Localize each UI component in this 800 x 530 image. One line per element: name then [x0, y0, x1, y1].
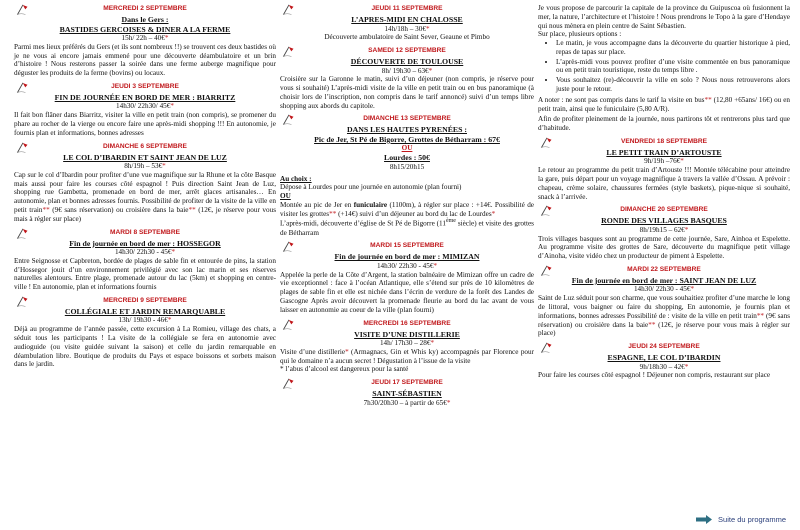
event-description: Le retour au programme du petit train d’Artouste !!! Montée télécabine pour atteindre la gare, puis départ pour un voyage magnifique à travers la vallée d’Ossau. A prévoir : chapeau, crème solaire, chaussures fermées (style baskets), pique-nique si souhaité, snack à l’arrivée. — [538, 166, 790, 201]
event-card — [538, 342, 790, 380]
event-description: Parmi mes lieux préférés du Gers (et ils sont nombreux !!) se trouvent ces deux bastides où je ne vous ai encore jamais emmené pour une découverte déambulatoire et un brin d’histoire ! Nous resterons passer la soirée dans une ferme auberge magnifique pour déguster les produits de la ferme (bovins) ou locaux. — [14, 42, 276, 78]
event-card — [280, 46, 534, 110]
event-description: Saint de Luz séduit pour son charme, que vous souhaitiez profiter d’une marche le long de littoral, vous baigner ou faire du shopping, En autonomie, je fournis plan et informations, bonnes adresses Possibilité de : visite de la ville en petit train** (9€ sans réservation) ou croisière dans la baie** (12€, je réserve pour vous mais à régler sur place) — [538, 294, 790, 338]
event-time-price: 8h/19h15 – 62€* — [639, 225, 689, 234]
event-title: Fin de journée en bord de mer : HOSSEGOR — [69, 238, 221, 248]
event-title: DANS LES HAUTES PYRENÉES : — [346, 125, 467, 135]
next-page-label: Suite du programme — [718, 514, 786, 524]
event-alt-option: Lourdes : 50€ — [384, 153, 430, 163]
event-card — [538, 205, 790, 261]
event-description: Déjà au programme de l’année passée, cette excursion à La Romieu, village des chats, a séduit tous les participants ! La visite de la collégiale se fera en autonomie avec audioguide (ou visite guidée suivant la saison) et celle du jardin remarquable en déambulation libre. Boutique de produits du Pays et espace boissons et sorbets maison dans le jardin. — [14, 325, 276, 369]
column-2 — [280, 4, 534, 411]
event-description: Appelée la perle de la Côte d’Argent, la station balnéaire de Mimizan offre un cadre de vie exceptionnel : face à l’océan Atlantique, elle s’étend sur près de 10 kilomètres de plages de sable fin et elle est nichée dans l’écrin de verdure de la forêt des Landes de Gascogne Après avoir découvert la promenade fleurie au bord du lac avant de vous laisser en autonomie au coeur de la ville (plan fourni) — [280, 270, 534, 314]
event-card — [14, 142, 276, 224]
event-time-price: 14h/18h – 30€* — [384, 24, 430, 33]
event-title: RONDE DES VILLAGES BASQUES — [601, 216, 727, 226]
event-card — [538, 137, 790, 201]
event-date: MARDI 15 SEPTEMBRE — [370, 242, 444, 250]
event-time-price: 14h30/ 22h30 - 45€* — [633, 285, 695, 294]
event-time-price: 13h/ 19h30 - 46€* — [118, 316, 172, 325]
event-description: Visite d’une distillerie* (Armagnacs, Gin et Whis ky) accompagnés par Florence pour qui le domaine n’a aucun secret ! Dégustation à l’issue de la visite — [280, 347, 534, 365]
event-title: FIN DE JOURNÉE EN BORD DE MER : BIARRITZ — [54, 92, 236, 102]
event-date: JEUDI 11 SEPTEMBRE — [371, 5, 443, 12]
event-date: DIMANCHE 20 SEPTEMBRE — [620, 206, 708, 214]
event-time-price: 14h/ 17h30 – 28€* — [379, 339, 435, 348]
event-continuation — [538, 4, 790, 133]
event-card — [14, 4, 276, 78]
options-heading: Sur place, plusieurs options : — [538, 30, 622, 39]
event-description: Découverte ambulatoire de Saint Sever, Geaune et Pimbo — [324, 33, 490, 42]
alcohol-note: * l’abus d’alcool est dangereux pour la santé — [280, 365, 409, 374]
event-title: VISITE D’UNE DISTILLERIE — [354, 329, 460, 339]
event-description: Pour faire les courses côté espagnol ! Déjeuner non compris, restaurant sur place — [538, 371, 771, 380]
event-date: SAMEDI 12 SEPTEMBRE — [368, 47, 446, 55]
column-3 — [538, 4, 790, 384]
event-description: Cap sur le col d’Ibardin pour profiter d’une vue magnifique sur la Rhune et la côte Basque mais aussi pour faire les courses côté espagnol ! Puis direction Saint Jean de Luz, shopping rue Gambetta, promenade en bord de mer, arrêt glaces artisanales… En autonomie, plan et bonnes adresses fournis. Possibilité de profiter de la visite de la ville en petit train** (9€ sans réservation) ou croisière dans la baie** (12€, je réserve pour vous mais à régler sur place) — [14, 170, 276, 223]
event-card — [280, 241, 534, 314]
event-description: Trois villages basques sont au programme de cette journée, Sare, Ainhoa et Espelette. Au programme visite des grottes de Sare, découverte du magnifique petit village d’Ainoha, visite vidéo chez un producteur de piment à Espelette. — [538, 234, 790, 261]
event-date: DIMANCHE 6 SEPTEMBRE — [103, 142, 187, 150]
list-item: • L’après-midi vous pouvez profiter d’une visite commentée en bus panoramique ou en petit train touristique, reste du temps libre . — [556, 58, 790, 76]
event-date: JEUDI 24 SEPTEMBRE — [628, 343, 700, 351]
event-title: COLLÉGIALE ET JARDIN REMARQUABLE — [64, 306, 226, 316]
event-date: VENDREDI 18 SEPTEMBRE — [620, 137, 708, 145]
event-title: BASTIDES GERCOISES & DINER A LA FERME — [59, 24, 231, 34]
list-item: • Le matin, je vous accompagne dans la découverte du quartier historique à pied, repas de tapas sur place. — [556, 39, 790, 57]
event-time-price: 15h/ 22h – 40€* — [121, 34, 169, 42]
list-item: • Vous souhaitez (re)-découvrir la ville en solo ? Nous nous retrouverons alors juste pour le retour. — [556, 76, 790, 94]
event-time-price: 9h/18h30 – 42€* — [639, 362, 689, 371]
event-date: DIMANCHE 13 SEPTEMBRE — [363, 115, 451, 123]
event-title: L’APRES-MIDI EN CHALOSSE — [351, 15, 463, 24]
event-date: MERCREDI 2 SEPTEMBRE — [103, 5, 187, 12]
event-card — [280, 114, 534, 237]
event-title: LE PETIT TRAIN D’ARTOUSTE — [606, 147, 722, 157]
next-page-link[interactable] — [696, 515, 786, 524]
event-date: MARDI 22 SEPTEMBRE — [627, 265, 701, 273]
event-subtitle: Pic de Jer, St Pé de Bigorre, Grottes de Bétharram : 67€ — [314, 134, 500, 144]
event-time-price: 8h/ 19h30 – 63€* — [381, 66, 433, 75]
event-time-price: 14h30/ 22h30 - 45€* — [114, 248, 176, 256]
event-description: Entre Seignosse et Capbreton, bordée de plages de sable fin et entourée de pins, la station d’Hossegor jouit d’un environnement privilégié avec son lac marin et ses réserves naturelles alentours. Entre plage, promenade autour du lac (5km) et shopping en centre-ville ! En autonomie, plan et informations fournis — [14, 256, 276, 292]
event-card — [14, 82, 276, 138]
event-time-price: 7h30/20h30 – à partir de 65€* — [363, 398, 451, 407]
column-1 — [14, 4, 276, 373]
event-subtitle: Dans le Gers : — [121, 15, 169, 24]
event-title: ESPAGNE, LE COL D’IBARDIN — [607, 353, 721, 363]
event-time-price: 14h30/ 22h30/ 45€* — [116, 102, 174, 111]
event-date: JEUDI 17 SEPTEMBRE — [371, 379, 443, 387]
options-list — [556, 39, 790, 94]
event-date: MARDI 8 SEPTEMBRE — [110, 228, 180, 236]
event-time-price: 9h/19h –76€* — [644, 157, 684, 166]
event-card — [280, 4, 534, 42]
price-note: A noter : ne sont pas compris dans le tarif la visite en bus** (12,80 +65ans/ 16€) ou en petit train, ainsi que le funiculaire (5,80 A/R). — [538, 95, 791, 113]
event-description: Il fait bon flâner dans Biarritz, visiter la ville en petit train (non compris), se promener du phare au rocher de la vierge ou encore faire une après-midi shopping !!! En autonomie, je fournis plan et informations, bonnes adresses — [14, 111, 276, 137]
event-title: Fin de journée en bord de mer : MIMIZAN — [334, 252, 480, 262]
saint-sebastien-intro: Je vous propose de parcourir la capitale de la province du Guipuscoa où fusionnent la mer, la nature, l’architecture et l’histoire ! Nous prendrons le Topo à la gare d’Hendaye qui nous mènera en plein centre de Saint Sébastien. — [538, 4, 790, 30]
event-title: DÉCOUVERTE DE TOULOUSE — [350, 57, 464, 67]
event-time-price: 8h/19h – 53€* — [124, 162, 166, 171]
event-date: MERCREDI 9 SEPTEMBRE — [103, 296, 187, 304]
event-description: Au choix : Dépose à Lourdes pour une journée en autonomie (plan fourni) OU Montée au pic de Jer en funiculaire (1100m), à régler sur place : +14€. Possibilité de visiter les grottes** (+14€) suivi d’un déjeuner au bord du lac de Lourdes* L’après-midi, découverte d’église de St Pé de Bigorre (11ème siècle) et visite des grottes de Bétharram — [280, 174, 534, 237]
event-time-price: 8h15/20h15 — [389, 162, 425, 171]
event-description: Croisière sur la Garonne le matin, suivi d’un déjeuner (non compris, je réserve pour vous si souhaité) L’après-midi visite de la ville en petit train ou en bus panoramique (à choisir lors de l’inscription, non compris dans le tarif annoncé) suivi d’un temps libre shopping aux abords du capitole. — [280, 75, 534, 110]
arrow-right-icon — [696, 515, 712, 524]
event-title: SAINT-SÉBASTIEN — [372, 389, 442, 399]
event-date: MERCREDI 16 SEPTEMBRE — [363, 319, 451, 327]
timing-note: Afin de profiter pleinement de la journée, nous partirons tôt et rentrerons plus tard que d’habitude. — [538, 115, 790, 133]
event-date: JEUDI 3 SEPTEMBRE — [111, 82, 179, 90]
event-card — [14, 296, 276, 369]
event-title: Fin de journée en bord de mer : SAINT JEAN DE LUZ — [571, 275, 757, 285]
event-card — [280, 378, 534, 407]
or-separator: OU — [401, 144, 413, 153]
event-card — [280, 319, 534, 375]
event-time-price: 14h30/ 22h30 - 45€* — [376, 261, 438, 270]
event-title: LE COL D’IBARDIN ET SAINT JEAN DE LUZ — [63, 152, 227, 162]
event-card — [14, 228, 276, 292]
event-card — [538, 265, 790, 338]
